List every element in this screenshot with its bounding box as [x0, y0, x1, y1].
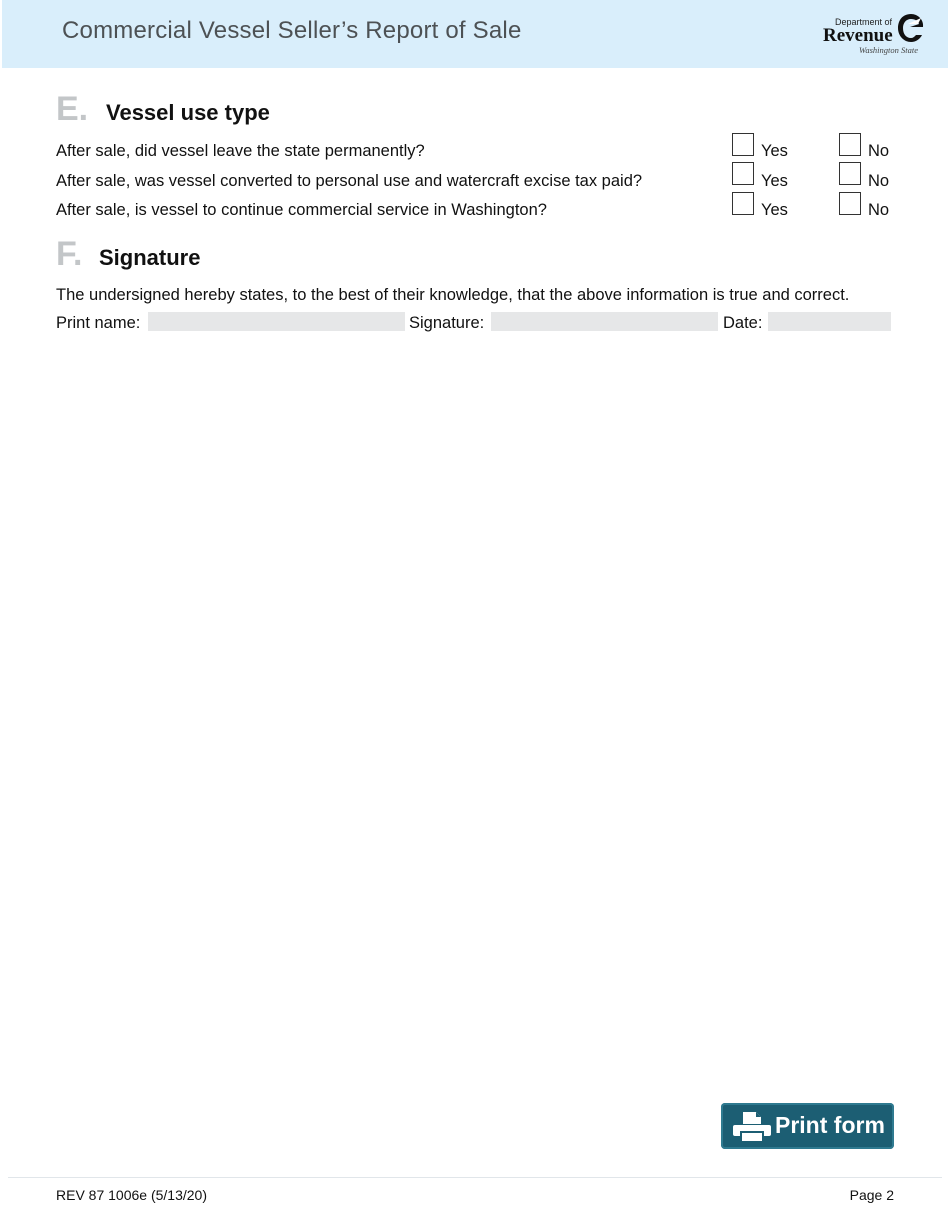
form-id: REV 87 1006e (5/13/20)	[56, 1187, 207, 1203]
page-number: Page 2	[849, 1187, 894, 1203]
print-form-button[interactable]	[721, 1103, 894, 1149]
form-title: Commercial Vessel Seller’s Report of Sale	[62, 17, 522, 44]
section-f-title: Signature	[99, 245, 201, 270]
printer-icon	[732, 1110, 772, 1144]
logo-swoosh-icon	[896, 12, 926, 44]
question-commercial-service: After sale, is vessel to continue commercial service in Washington?	[56, 201, 547, 219]
date-input[interactable]	[768, 312, 891, 331]
commercial-service-no-checkbox[interactable]	[839, 192, 861, 215]
section-e-title: Vessel use type	[106, 100, 270, 125]
question-personal-use: After sale, was vessel converted to personal use and watercraft excise tax paid?	[56, 172, 643, 190]
commercial-service-yes-checkbox[interactable]	[732, 192, 754, 215]
signature-label: Signature:	[409, 314, 485, 332]
signature-input[interactable]	[491, 312, 718, 331]
no-label: No	[868, 142, 890, 160]
personal-use-no-checkbox[interactable]	[839, 162, 861, 185]
logo-state-text: Washington State	[859, 45, 918, 55]
yes-label: Yes	[761, 172, 788, 190]
print-form-label: Print form	[775, 1112, 885, 1138]
yes-label: Yes	[761, 142, 788, 160]
section-f-letter: F.	[56, 235, 83, 273]
section-e-letter: E.	[56, 90, 89, 128]
attestation-text: The undersigned hereby states, to the best of their knowledge, that the above information is true and correct.	[56, 286, 850, 304]
print-name-input[interactable]	[148, 312, 405, 331]
question-left-state: After sale, did vessel leave the state permanently?	[56, 142, 425, 160]
header-banner	[2, 0, 948, 68]
logo-revenue-text: Revenue	[823, 25, 893, 46]
personal-use-yes-checkbox[interactable]	[732, 162, 754, 185]
left-state-no-checkbox[interactable]	[839, 133, 861, 156]
no-label: No	[868, 201, 890, 219]
no-label: No	[868, 172, 890, 190]
date-label: Date:	[723, 314, 763, 332]
logo-department-text: Department of	[834, 17, 892, 27]
footer-divider	[8, 1177, 942, 1178]
print-name-label: Print name:	[56, 314, 141, 332]
dor-logo	[820, 12, 930, 60]
left-state-yes-checkbox[interactable]	[732, 133, 754, 156]
yes-label: Yes	[761, 201, 788, 219]
